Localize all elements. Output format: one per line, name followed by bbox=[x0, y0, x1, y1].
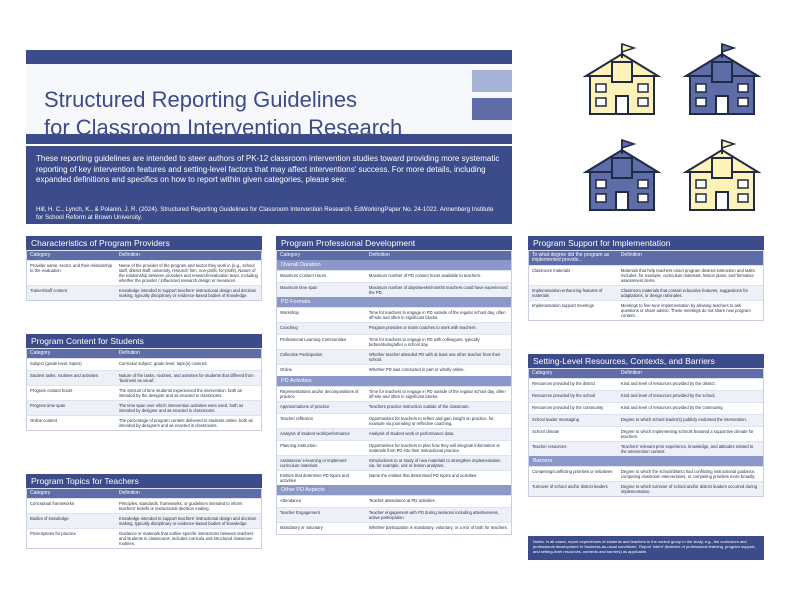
row-category: Turnover of school and/or district leaders bbox=[532, 484, 608, 489]
table-header bbox=[529, 250, 763, 265]
col-category: Category bbox=[30, 252, 51, 258]
table-row bbox=[529, 426, 763, 441]
title-banner bbox=[26, 50, 512, 144]
row-definition: Analysis of student work or performance data. bbox=[368, 431, 455, 436]
col-definition: Definition bbox=[620, 252, 642, 258]
section-providers bbox=[26, 236, 262, 301]
col-definition: Definition bbox=[118, 252, 140, 258]
row-definition: Program provides or trains coaches to work with teachers. bbox=[368, 325, 477, 330]
table-row bbox=[529, 285, 763, 300]
table-row bbox=[277, 307, 511, 322]
notes-text: In all cases, report experiences of students and teachers in the control group in the study, e.g., the curriculum and professional development in 'business-as-usual conditions'. Report 'intent' (features of professional learning, program support, and setting-level resources, contexts and barriers) as applicable. bbox=[533, 539, 756, 554]
table-row bbox=[27, 528, 261, 548]
col-definition: Definition bbox=[620, 370, 642, 376]
row-category: Planning instruction bbox=[280, 443, 317, 448]
table-row bbox=[529, 300, 763, 320]
row-category: Subject (grade level, topics) bbox=[30, 361, 82, 366]
table-header bbox=[27, 488, 261, 498]
row-definition: Whether PD was conducted in part or wholly online. bbox=[368, 367, 465, 372]
row-definition: Knowledge intended to support teachers' instructional design and decision making, typically disciplinary or evidence-based bodies of knowledge. bbox=[118, 288, 257, 298]
topics-table bbox=[26, 488, 262, 549]
title-line-1: Structured Reporting Guidelines bbox=[44, 87, 358, 112]
table-row bbox=[27, 498, 261, 513]
row-category: Online bbox=[280, 367, 293, 372]
row-definition: Principles, standards, frameworks, or guidelines intended to inform teachers' beliefs or instructional decision making. bbox=[118, 501, 243, 511]
row-category: Representations and/or decompositions of practice bbox=[280, 389, 359, 399]
table-row bbox=[277, 349, 511, 364]
section-title: Program Professional Development bbox=[276, 236, 512, 250]
school-icon bbox=[582, 40, 662, 120]
row-category: Coaching bbox=[280, 325, 298, 330]
row-definition: Degree to which implementing schools featured a supportive climate for teachers. bbox=[620, 429, 754, 439]
table-row bbox=[277, 455, 511, 470]
intro-citation: Hill, H. C., Lynch, K., & Polanin, J. R. (2024). Structured Reporting Guidelines for Classroom Intervention Research. EdWorkingPaper No. 24-1022. Annenberg Institute for School Reform at Brown University. bbox=[36, 206, 494, 221]
row-definition: Time for teachers to engage in PD outside of the regular school day, often off-site and often in significant blocks. bbox=[368, 389, 506, 399]
row-category: Mandatory or voluntary bbox=[280, 525, 323, 530]
school-icon bbox=[582, 136, 662, 216]
table-row bbox=[27, 385, 261, 400]
row-category: Conceptual frameworks bbox=[30, 501, 74, 506]
row-definition: Curricular subject, grade level, topic(s) covered. bbox=[118, 361, 208, 366]
table-row bbox=[529, 390, 763, 402]
row-definition: Introductions to or study of new materials to strengthen implementation via, for example, unit or lesson analyses. bbox=[368, 458, 501, 468]
content-table bbox=[26, 348, 262, 431]
section-title: Characteristics of Program Providers bbox=[26, 236, 262, 250]
section-support bbox=[528, 236, 764, 321]
table-header bbox=[27, 250, 261, 260]
notes-label: Notes: bbox=[533, 539, 545, 544]
section-title: Program Content for Students bbox=[26, 334, 262, 348]
col-category: Category bbox=[532, 370, 553, 376]
section-title: Program Topics for Teachers bbox=[26, 474, 262, 488]
title-accent-light bbox=[472, 70, 512, 92]
table-row bbox=[27, 513, 261, 528]
row-definition: Time for teachers to engage in PD outside of the regular school day, often off-site and often in significant blocks. bbox=[368, 310, 506, 320]
table-row bbox=[27, 370, 261, 385]
row-category: Attendance bbox=[280, 498, 302, 503]
row-definition: Kind and level of resources provided by the district. bbox=[620, 381, 716, 386]
row-definition: Opportunities for teachers to plan how they will integrate information or materials from PD into their instructional practice. bbox=[368, 443, 500, 453]
row-definition: The time span over which intervention activities were used, both as intended by designer and as enacted in classrooms. bbox=[118, 403, 244, 413]
section-topics bbox=[26, 474, 262, 549]
row-definition: Meetings to fine-tune implementation by allowing teachers to ask questions or share advice. These meetings do not share new program content. bbox=[620, 303, 751, 318]
row-category: Bodies of knowledge bbox=[30, 516, 69, 521]
row-definition: The amount of time students experienced the intervention, both as intended by the designer and as enacted in classrooms. bbox=[118, 388, 242, 398]
section-content bbox=[26, 334, 262, 431]
row-category: Workshop bbox=[280, 310, 299, 315]
col-prompt: To what degree did the program as implemented provide... bbox=[532, 252, 610, 263]
row-category: Competing/conflicting priorities or initiatives bbox=[532, 469, 613, 474]
table-row bbox=[277, 470, 511, 485]
table-row bbox=[277, 522, 511, 534]
subsection-title: Other PD Aspects bbox=[277, 485, 511, 495]
row-definition: Degree to which turnover of school and/or district leaders occurred during implementation. bbox=[620, 484, 758, 494]
row-category: Resources provided by the school bbox=[532, 393, 596, 398]
setting-table bbox=[528, 368, 764, 497]
table-row bbox=[27, 285, 261, 300]
table-row bbox=[277, 386, 511, 401]
table-row bbox=[27, 260, 261, 285]
row-definition: Classroom materials that contain educative features, suggestions for adaptations, or design rationales. bbox=[620, 288, 748, 298]
table-row bbox=[529, 441, 763, 456]
row-category: Program time span bbox=[30, 403, 66, 408]
intro-text: These reporting guidelines are intended to steer authors of PK-12 classroom intervention studies toward providing more systematic reporting of key intervention features and setting-level factors that may affect interventions' success. For more details, including expanded definitions and specifics on how to report within given categories, please see: bbox=[36, 154, 500, 184]
providers-table bbox=[26, 250, 262, 301]
col-definition: Definition bbox=[368, 252, 390, 258]
table-row bbox=[27, 400, 261, 415]
table-header bbox=[27, 348, 261, 358]
row-category: Resources provided by the community bbox=[532, 405, 604, 410]
table-row bbox=[277, 413, 511, 428]
school-icon bbox=[682, 40, 762, 120]
row-definition: Guidance or materials that outline specific interactions between teachers and students in classrooms; includes curricula and structured classroom routines. bbox=[118, 531, 254, 546]
table-row bbox=[277, 270, 511, 282]
row-category: Classroom materials bbox=[532, 268, 571, 273]
table-row bbox=[529, 378, 763, 390]
table-row bbox=[277, 440, 511, 455]
row-definition: Materials that help teachers enact program desired instruction and tasks. Includes, for example, curriculum materials, lesson plans, and formative assessment items. bbox=[620, 268, 756, 283]
table-row bbox=[277, 428, 511, 440]
row-definition: Degree to which school leader(s) publicly endorsed the intervention. bbox=[620, 417, 747, 422]
row-category: Maximum time span bbox=[280, 285, 318, 290]
row-category: Implementation support meetings bbox=[532, 303, 594, 308]
row-definition: Time for teachers to engage in PD with colleagues, typically before/during/after a school day. bbox=[368, 337, 480, 347]
pd-table bbox=[276, 250, 512, 535]
table-row bbox=[277, 282, 511, 297]
row-definition: Name of the provider of the program and sector they work in (e.g., school staff, district staff, university, research firm, non-profit, for-profit). Nature of the relationship between providers and research/evaluation team, including whether the provider / influenced research design or measures. bbox=[118, 263, 258, 283]
col-definition: Definition bbox=[118, 490, 140, 496]
col-category: Category bbox=[30, 490, 51, 496]
table-row bbox=[277, 507, 511, 522]
row-category: Trainer/staff content bbox=[30, 288, 68, 293]
table-row bbox=[529, 481, 763, 496]
section-setting bbox=[528, 354, 764, 497]
table-row bbox=[277, 322, 511, 334]
school-icon-grid bbox=[572, 40, 772, 220]
table-row bbox=[27, 415, 261, 430]
row-category: Teacher resources bbox=[532, 444, 567, 449]
row-category: Entities that determine PD topics and activities bbox=[280, 473, 349, 483]
table-row bbox=[529, 414, 763, 426]
row-definition: Opportunities for teachers to reflect and gain insight on practice, for example via journaling or reflective coaching. bbox=[368, 416, 494, 426]
row-category: Resources provided by the district bbox=[532, 381, 596, 386]
row-category: Collective Participation bbox=[280, 352, 323, 357]
row-definition: Nature of the tasks, routines, and activities for students that differed from 'business as usual'. bbox=[118, 373, 254, 383]
title-panel bbox=[26, 64, 512, 140]
row-category: Student tasks, routines and activities bbox=[30, 373, 98, 378]
row-definition: Kind and level of resources provided by the community. bbox=[620, 405, 724, 410]
row-definition: Teachers' relevant prior experience, knowledge, and attitudes related to the intervention content. bbox=[620, 444, 754, 454]
school-icon bbox=[682, 136, 762, 216]
row-category: Assistance/ e-learning or implement curriculum materials bbox=[280, 458, 347, 468]
row-definition: Knowledge intended to support teachers' instructional design and decision making, typically disciplinary or evidence-based bodies of knowledge. bbox=[118, 516, 257, 526]
row-category: Implementation-enhancing features of materials bbox=[532, 288, 603, 298]
section-pd bbox=[276, 236, 512, 535]
row-definition: The percentage of program content delivered to students online, both as intended by designers and as enacted in classrooms. bbox=[118, 418, 253, 428]
row-category: Online content bbox=[30, 418, 58, 423]
section-title: Program Support for Implementation bbox=[528, 236, 764, 250]
row-definition: Kind and level of resources provided by the school. bbox=[620, 393, 716, 398]
row-definition: Maximum number of PD contact hours available to teachers. bbox=[368, 273, 482, 278]
row-definition: Whether teacher attended PD with at least one other teacher from their school. bbox=[368, 352, 501, 362]
subsection-title: Barriers bbox=[529, 456, 763, 466]
title-accent-dark bbox=[472, 98, 512, 120]
table-row bbox=[277, 334, 511, 349]
row-category: School leader messaging bbox=[532, 417, 580, 422]
col-category: Category bbox=[280, 252, 301, 258]
row-category: Maximum Contact Hours bbox=[280, 273, 327, 278]
row-definition: Teachers practice instruction outside of the classroom. bbox=[368, 404, 470, 409]
subsection-title: PD Formats bbox=[277, 297, 511, 307]
table-row bbox=[27, 358, 261, 370]
row-category: Prescriptions for practice bbox=[30, 531, 77, 536]
row-category: School climate bbox=[532, 429, 560, 434]
row-definition: Teacher attendance at PD activities. bbox=[368, 498, 436, 503]
table-row bbox=[529, 265, 763, 285]
row-category: Teacher reflection bbox=[280, 416, 314, 421]
subsection-title: PD Activities bbox=[277, 376, 511, 386]
row-category: Teacher Engagement bbox=[280, 510, 320, 515]
table-header bbox=[529, 368, 763, 378]
row-category: Professional Learning Communities bbox=[280, 337, 347, 342]
row-category: Program contact hours bbox=[30, 388, 73, 393]
col-category: Category bbox=[30, 350, 51, 356]
col-definition: Definition bbox=[118, 350, 140, 356]
support-table bbox=[528, 250, 764, 321]
row-definition: Whether participation is mandatory, voluntary, or a mix of both for teachers. bbox=[368, 525, 508, 530]
row-definition: Maximum number of days/weeks/months teachers could have experienced the PD. bbox=[368, 285, 508, 295]
row-definition: Teacher engagement with PD during sessions including attentiveness, active participation. bbox=[368, 510, 499, 520]
row-definition: Name the entities that determined PD topics and activities. bbox=[368, 473, 478, 478]
table-header bbox=[277, 250, 511, 260]
table-row bbox=[277, 495, 511, 507]
table-row bbox=[277, 364, 511, 376]
table-row bbox=[277, 401, 511, 413]
subsection-title: Overall Duration bbox=[277, 260, 511, 270]
row-category: Approximations of practice bbox=[280, 404, 330, 409]
row-definition: Degree to which the school/district had conflicting instructional guidance, competing classroom interventions, or competing priorities more broadly. bbox=[620, 469, 756, 479]
page-title bbox=[44, 86, 402, 142]
row-category: Analysis of student work/performance bbox=[280, 431, 350, 436]
row-category: Provider name, sector, and their relationship to the evaluation bbox=[30, 263, 112, 273]
table-row bbox=[529, 466, 763, 481]
notes-box bbox=[528, 536, 764, 560]
title-line-2: for Classroom Intervention Research bbox=[44, 115, 403, 140]
section-title: Setting-Level Resources, Contexts, and Barriers bbox=[528, 354, 764, 368]
table-row bbox=[529, 402, 763, 414]
